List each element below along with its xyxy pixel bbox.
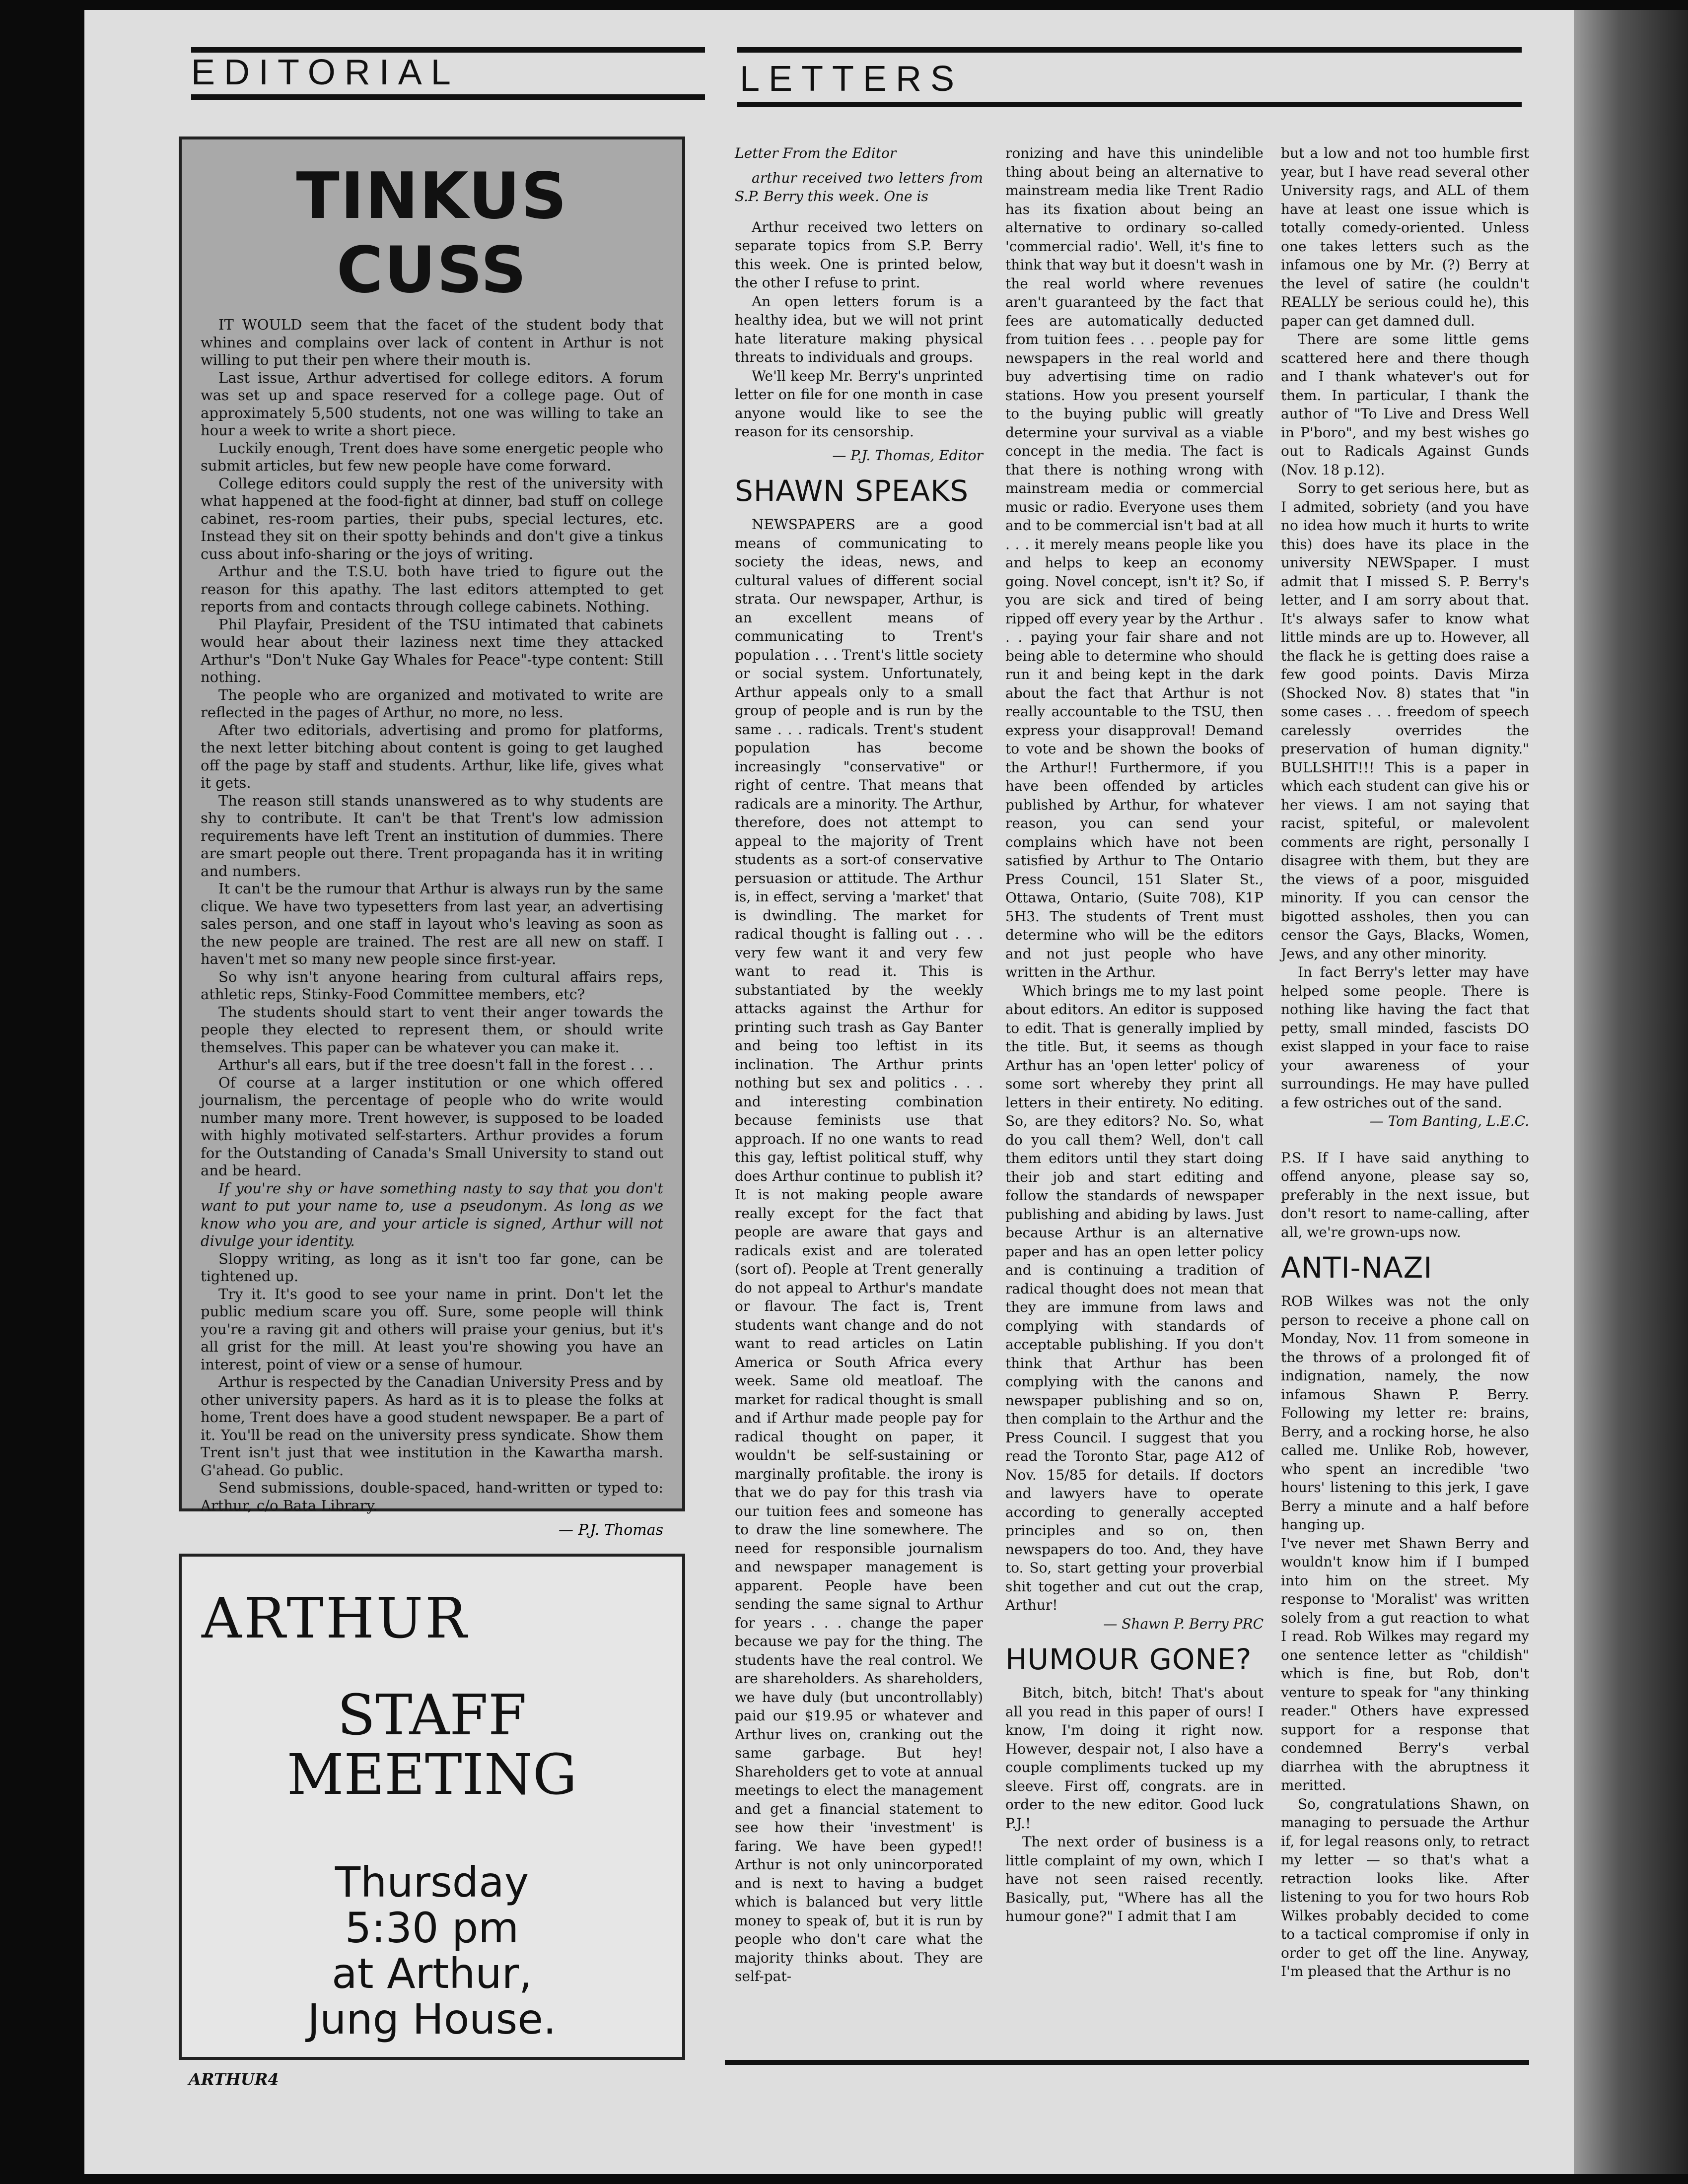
letter-paragraph: but a low and not too humble first year, but I have read several other University rags, and ALL of them have at least one issue which is totally comedy-oriented. Unless one takes letters such as the infamous one by Mr. (?) Berry at the level of satire (he couldn't REALLY be serious could he), this paper can get damned dull.	[1281, 145, 1529, 329]
editorial-paragraph: Arthur is respected by the Canadian University Press and by other university papers. As hard as it is to please the folks at home, Trent does have a good student newspaper. Be a part of it. You'll be read on the university press syndicate. Show them Trent isn't just that wee institution in the Kawartha marsh. G'ahead. Go public.	[201, 1373, 663, 1479]
editorial-paragraph: If you're shy or have something nasty to say that you don't want to put your name to, use a pseudonym. As long as we know who you are, and your article is signed, Arthur will not divulge your identity.	[201, 1179, 663, 1249]
letters-bottom-rule	[737, 102, 1522, 107]
ad-time: 5:30 pm	[345, 1904, 519, 1952]
letter-paragraph: Bitch, bitch, bitch! That's about all you read in this paper of ours! I know, I'm doing it right now. However, despair not, I also have a couple compliments tucked up my sleeve. First off, congrats. are in order to the new editor. Good luck P.J.!	[1005, 1685, 1264, 1832]
letters-column-1	[735, 144, 983, 1986]
ad-day: Thursday	[335, 1858, 529, 1907]
letter-paragraph: We'll keep Mr. Berry's unprinted letter on file for one month in case anyone would like to see the reason for its censorship.	[735, 367, 983, 440]
anti-nazi-headline: ANTI-NAZI	[1281, 1251, 1433, 1285]
humour-gone-headline: HUMOUR GONE?	[1005, 1642, 1252, 1676]
shawn-speaks-headline: SHAWN SPEAKS	[735, 474, 969, 508]
editorial-paragraph: Phil Playfair, President of the TSU intimated that cabinets would hear about their laziness next time they attacked Arthur's "Don't Nuke Gay Whales for Peace"-type content: Still nothing.	[201, 615, 663, 685]
letters-section-header: LETTERS	[740, 59, 964, 99]
editorial-paragraph: Arthur and the T.S.U. both have tried to figure out the reason for this apathy. The last editors attempted to get reports from and contacts through college cabinets. Nothing.	[201, 563, 663, 615]
letters-column-3	[1281, 144, 1529, 1981]
editorial-paragraph: Of course at a larger institution or one which offered journalism, the percentage of people who do write would number many more. Trent however, is supposed to be loaded with highly motivated self-starters. Arthur provides a forum for the Outstanding of Canada's Small University to stand out and be heard.	[201, 1074, 663, 1179]
letter-paragraph: An open letters forum is a healthy idea, but we will not print hate literature making physical threats to individuals and groups.	[735, 293, 983, 365]
letter-signature: — Tom Banting, L.E.C.	[1369, 1113, 1529, 1129]
editorial-paragraph: Sloppy writing, as long as it isn't too far gone, can be tightened up.	[201, 1250, 663, 1285]
ad-heading-line: STAFF	[337, 1683, 527, 1748]
editorial-title: TINKUS CUSS	[296, 159, 568, 307]
letter-paragraph: The next order of business is a little complaint of my own, which I have not seen raised recently. Basically, put, "Where has all the humour gone?" I admit that I am	[1005, 1834, 1264, 1924]
ad-details	[182, 1859, 682, 2042]
letters-column-2	[1005, 144, 1264, 1926]
editorial-bottom-rule	[191, 94, 705, 100]
letters-top-rule	[737, 47, 1522, 53]
letter-paragraph: NEWSPAPERS are a good means of communicating to society the ideas, news, and cultural values of different social strata. Our newspaper, Arthur, is an excellent means of communicating to Trent's population . . . Trent's little society or social system. Unfortunately, Arthur appeals only to a small group of people and is run by the same . . . radicals. Trent's student population has become increasingly "conservative" or right of centre. That means that radicals are a minority. The Arthur, therefore, does not attempt to appeal to the majority of Trent students as a sort-of conservative persuasion or attitude. The Arthur is, in effect, serving a 'market' that is dwindling. The market for radical thought is falling out . . . very few want it and very few want to read it. This is substantiated by the weekly attacks against the Arthur for printing such trash as Gay Banter and being too leftist in its inclination. The Arthur prints nothing but sex and politics . . . and interesting combination because feminists use that approach. If no one wants to read this gay, leftist political stuff, why does Arthur continue to publish it? It is not making people aware really except for the fact that people are aware that gays and radicals exist and are tolerated (sort of). People at Trent generally do not appeal to Arthur's mandate or flavour. The fact is, Trent students want change and do not want to read articles on Latin America or South Africa every week. Same old meatloaf. The market for radical thought is small and if Arthur made people pay for radical thought on paper, it wouldn't be self-sustaining or marginally profitable. the irony is that we do pay for this trash via our tuition fees and someone has to draw the line somewhere. The need for responsible journalism and newspaper management is apparent. People have been sending the same signal to Arthur for years . . . change the paper because we pay for the thing. The students have the real control. We are shareholders. As shareholders, we have duly (but uncontrollably) paid our $19.95 or whatever and Arthur lives on, cranking out the same garbage. But hey! Shareholders get to vote at annual meetings to elect the management and get a financial statement to see how their 'investment' is faring. We have been gyped!! Arthur is not only unincorporated and is next to having a budget which is balanced but very little money to speak of, but it is run by people who don't care what the majority thinks about. They are self-pat-	[735, 516, 983, 1984]
editorial-paragraph: It can't be the rumour that Arthur is always run by the same clique. We have two typesetters from last year, an advertising sales person, and one staff in layout who's leaving as soon as the new people are trained. The rest are all new on staff. I haven't met so many new people since first-year.	[201, 880, 663, 967]
ad-place: Jung House.	[307, 1995, 557, 2044]
letter-paragraph: In fact Berry's letter may have helped some people. There is nothing like having the fact that petty, small minded, fascists DO exist slapped in your face to raise your awareness of your surroundings. He may have pulled a few ostriches out of the sand.	[1281, 964, 1529, 1111]
editorial-paragraph: IT WOULD seem that the facet of the student body that whines and complains over lack of content in Arthur is not willing to put their pen where their mouth is.	[201, 316, 663, 368]
editorial-body	[201, 316, 663, 1539]
editorial-paragraph: Luckily enough, Trent does have some energetic people who submit articles, but few new people have come forward.	[201, 439, 663, 474]
letter-heading: Letter From the Editor	[735, 145, 897, 161]
ad-title: ARTHUR	[202, 1586, 469, 1651]
ad-heading	[182, 1683, 682, 1807]
editorial-paragraph: Last issue, Arthur advertised for college editors. A forum was set up and space reserved for a college page. Out of approximately 5,500 students, not one was willing to take an hour a week to write a short piece.	[201, 369, 663, 439]
editorial-paragraph: Try it. It's good to see your name in print. Don't let the public medium scare you off. Sure, some people will think you're a raving git and others will praise your genius, but it's all grist for the mill. At least you're showing you have an interest, point of view or a sense of humour.	[201, 1285, 663, 1373]
editorial-paragraph: After two editorials, advertising and promo for platforms, the next letter bitching about content is going to get laughed off the page by staff and students. Arthur, like life, gives what it gets.	[201, 721, 663, 791]
editorial-section-header: EDITORIAL	[191, 53, 460, 92]
editorial-paragraph: The reason still stands unanswered as to why students are shy to contribute. It can't be that Trent's low admission requirements have left Trent an institution of dummies. There are smart people out there. Trent propaganda has it in writing and numbers.	[201, 792, 663, 880]
editorial-paragraph: College editors could supply the rest of the university with what happened at the food-fight at dinner, bad stuff on college cabinet, res-room parties, their pubs, special lectures, etc. Instead they sit on their spotty behinds and don't give a tinkus cuss about info-sharing or the joys of writing.	[201, 475, 663, 562]
letter-paragraph: ROB Wilkes was not the only person to receive a phone call on Monday, Nov. 11 from someone in the throws of a prolonged fit of indignation, namely, the now infamous Shawn P. Berry. Following my letter re: brains, Berry, and a rocking horse, he also called me. Unlike Rob, however, who spent an incredible 'two hours' listening to this jerk, I gave Berry a minute and a half before hanging up.	[1281, 1293, 1529, 1533]
letters-bottom-rule-end	[725, 2060, 1529, 2065]
letter-paragraph: There are some little gems scattered here and there though and I thank whatever's out for them. In particular, I thank the author of "To Live and Dress Well in P'boro", and my best wishes go out to Radicals Against Gunds (Nov. 18 p.12).	[1281, 331, 1529, 478]
page-footer-tag: ARTHUR4	[189, 2070, 279, 2089]
letter-paragraph: Arthur received two letters on separate topics from S.P. Berry this week. One is printed below, the other I refuse to print.	[735, 218, 983, 291]
letter-paragraph: Which brings me to my last point about editors. An editor is supposed to edit. That is generally implied by the title. But, it seems as though Arthur has an 'open letter' policy of some sort whereby they print all letters in their entirety. No editing. So, are they editors? No. So, what do you call them? Well, don't call them editors until they start doing their job and start editing and follow the standards of newspaper publishing and abiding by laws. Just because Arthur is an alternative paper and has an open letter policy and is continuing a tradition of radical thought does not mean that they are immune from laws and complying with standards of acceptable publishing. If you don't think that Arthur has been complying with the canons and newspaper publishing and so on, then complain to the Arthur and the Press Council. I suggest that you read the Toronto Star, page A12 of Nov. 15/85 for details. If doctors and lawyers have to operate according to generally accepted principles and so on, then newspapers do too. And, they have to. So, start getting your proverbial shit together and cut out the crap, Arthur!	[1005, 982, 1264, 1613]
editorial-paragraph: The students should start to vent their anger towards the people they elected to represent them, or should write themselves. This paper can be whatever you can make it.	[201, 1003, 663, 1056]
letter-signature: — P.J. Thomas, Editor	[832, 447, 983, 464]
letter-signature: — Shawn P. Berry PRC	[1103, 1615, 1264, 1632]
letter-paragraph: So, congratulations Shawn, on managing to persuade the Arthur if, for legal reasons only, to retract my letter — so that's what a retraction looks like. After listening to you for two hours Rob Wilkes probably decided to come to a tactical compromise if only in order to get off the line. Anyway, I'm pleased that the Arthur is no	[1281, 1795, 1529, 1979]
letter-postscript: P.S. If I have said anything to offend anyone, please say so, preferably in the next issue, but don't resort to name-calling, after all, we're grown-ups now.	[1281, 1149, 1529, 1240]
editorial-paragraph: Arthur's all ears, but if the tree doesn't fall in the forest . . .	[218, 1056, 653, 1073]
letter-paragraph: I've never met Shawn Berry and wouldn't know him if I bumped into him on the street. My response to 'Moralist' was written solely from a gut reaction to what I read. Rob Wilkes may regard my one sentence letter as "childish" which is fine, but Rob, don't venture to speak for "any thinking reader." Others have expressed support for a response that condemned Berry's verbal diarrhea with the abruptness it meritted.	[1281, 1535, 1529, 1793]
ad-place: at Arthur,	[332, 1949, 532, 1998]
editorial-paragraph: Send submissions, double-spaced, hand-written or typed to: Arthur, c/o Bata Library.	[201, 1479, 663, 1514]
staff-meeting-ad	[179, 1554, 685, 2060]
editorial-box	[179, 136, 685, 1539]
letter-paragraph: Sorry to get serious here, but as I admited, sobriety (and you have no idea how much it hurts to write this) does have its place in the university NEWSpaper. I must admit that I missed S. P. Berry's letter, and I am sorry about that. It's always safer to know what little minds are up to. However, all the flack he is getting does raise a few good points. Davis Mirza (Shocked Nov. 8) states that "in some cases . . . freedom of speech carelessly overrides the preservation of human dignity." BULLSHIT!!! This is a paper in which each student can give his or her views. I am not saying that racist, spiteful, or malevolent comments are right, personally I disagree with them, but they are the views of a poor, misguided minority. If you can censor the bigotted assholes, then you can censor the Gays, Blacks, Women, Jews, and any other minority.	[1281, 480, 1529, 962]
letter-intro: arthur received two letters from S.P. Berry this week. One is	[735, 169, 983, 205]
editorial-paragraph: The people who are organized and motivated to write are reflected in the pages of Arthur, no more, no less.	[201, 686, 663, 721]
ad-heading-line: MEETING	[286, 1743, 577, 1807]
page-spine-shadow	[1574, 10, 1688, 2174]
editorial-paragraph: So why isn't anyone hearing from cultural affairs reps, athletic reps, Stinky-Food Committee members, etc?	[201, 968, 663, 1003]
editorial-signature: — P.J. Thomas	[558, 1521, 663, 1539]
letter-paragraph: ronizing and have this unindelible thing about being an alternative to mainstream media like Trent Radio has its fixation about being an alternative to ordinary so-called 'commercial radio'. Well, it's fine to think that way but it doesn't wash in the real world where revenues aren't guaranteed by the fact that fees are automatically deducted from tuition fees . . . people pay for newspapers in the real world and buy advertising time on radio stations. How you present yourself to the buying public will greatly determine your survival as a viable concept in the media. The fact is that there is nothing wrong with mainstream media or commercial music or radio. Everyone uses them and to be commercial isn't bad at all . . . it merely means people like you and helps to keep an economy going. Novel concept, isn't it? So, if you are sick and tired of being ripped off every year by the Arthur . . . paying your fair share and not being able to determine who should run it and being kept in the dark about the fact that Arthur is not really accountable to the TSU, then express your disapproval! Demand to vote and be shown the books of the Arthur!! Furthermore, if you have been offended by articles published by Arthur, for whatever reason, you can send your complains which have not been satisfied by Arthur to The Ontario Press Council, 151 Slater St., Ottawa, Ontario, (Suite 708), K1P 5H3. The students of Trent must determine who will be the editors and not just people who have written in the Arthur.	[1005, 145, 1264, 980]
